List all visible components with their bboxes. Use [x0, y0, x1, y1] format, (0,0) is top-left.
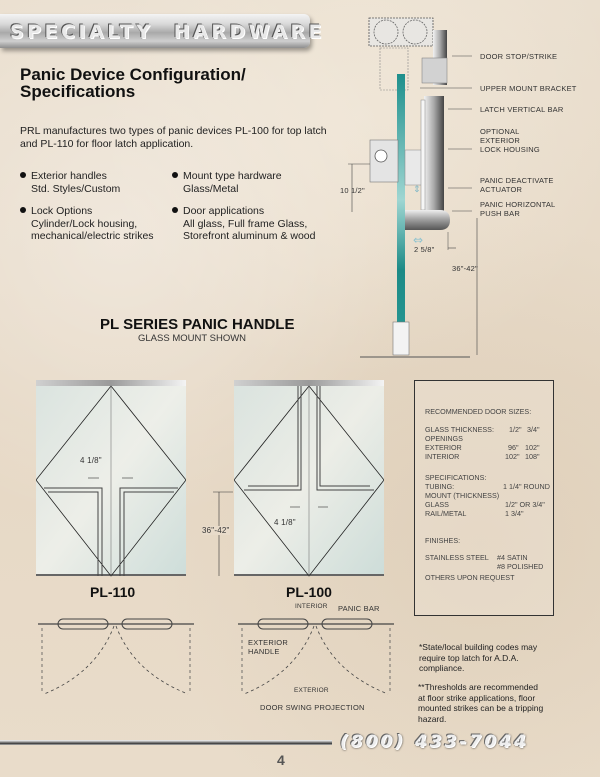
- feature-detail: Std. Styles/Custom: [31, 182, 121, 195]
- spec-label: MOUNT (THICKNESS): [425, 491, 500, 500]
- spec-label: INTERIOR: [425, 452, 460, 461]
- page-title-line1: Panic Device Configuration/: [20, 65, 246, 84]
- spec-label: OPENINGS: [425, 434, 463, 443]
- series-subtitle: GLASS MOUNT SHOWN: [138, 333, 247, 344]
- latch-vertical-bar: [424, 96, 444, 216]
- spec-value: 1/2" OR 3/4": [505, 500, 545, 509]
- dim-pl100-height: 36"-42": [202, 526, 230, 535]
- label-latch-bar: LATCH VERTICAL BAR: [480, 105, 564, 114]
- door-swing-arc: [244, 626, 314, 694]
- series-title: PL SERIES PANIC HANDLE: [100, 316, 295, 333]
- label-line: EXTERIOR: [480, 136, 520, 145]
- top-rail: [234, 380, 384, 386]
- label-line: LOCK HOUSING: [480, 145, 540, 154]
- label-line: PANIC HORIZONTAL: [480, 200, 556, 209]
- spec-label: GLASS: [425, 500, 449, 509]
- spec-value: 3/4": [527, 425, 540, 434]
- intro-line1: PRL manufactures two types of panic devices PL-100 for top latch: [20, 125, 327, 137]
- label-actuator: [480, 176, 554, 194]
- dim-pl110-gap: 4 1/8": [80, 456, 102, 465]
- projection-arrow-icon: ⇔: [413, 233, 424, 247]
- spec-value: 1 3/4": [505, 509, 524, 518]
- label-line: PANIC DEACTIVATE: [480, 176, 554, 185]
- svg-text:⇕: ⇕: [413, 185, 421, 195]
- phone-number: (800) 433-7044: [340, 732, 529, 752]
- note-ada: [419, 642, 599, 674]
- label-door-swing-projection: DOOR SWING PROJECTION: [260, 703, 365, 712]
- intro-line2: and PL-110 for floor latch application.: [20, 138, 194, 150]
- label-line: ACTUATOR: [480, 185, 523, 194]
- page-title: [20, 66, 340, 100]
- spec-value: 102": [505, 452, 520, 461]
- door-elevation-pl100: [234, 380, 384, 580]
- label-line: EXTERIOR: [248, 638, 288, 647]
- door-label-pl100: PL-100: [286, 584, 332, 600]
- spec-heading: RECOMMENDED DOOR SIZES:: [425, 407, 532, 416]
- feature-exterior-handles: [20, 170, 180, 195]
- spec-value: 1 1/4" ROUND: [503, 482, 550, 491]
- glass-panel: [397, 74, 405, 354]
- spec-value: #4 SATIN: [497, 553, 528, 562]
- feature-mount-type: [172, 170, 332, 195]
- bottom-shoe: [393, 322, 409, 355]
- label-lock-housing: [480, 127, 540, 154]
- feature-detail: Cylinder/Lock housing,: [31, 217, 138, 230]
- feature-title: Mount type hardware: [183, 170, 282, 182]
- spec-value: 1/2": [509, 425, 522, 434]
- intro-paragraph: [20, 125, 340, 151]
- spec-box: [414, 380, 554, 616]
- spec-heading: SPECIFICATIONS:: [425, 473, 487, 482]
- spec-label: GLASS THICKNESS:: [425, 425, 494, 434]
- section-banner-text: SPECIALTY HARDWARE: [10, 21, 326, 43]
- feature-door-applications: [172, 205, 342, 243]
- door-closer-box: [369, 18, 433, 46]
- note-thresholds: [418, 682, 598, 724]
- top-rail: [36, 380, 186, 386]
- label-line: OPTIONAL: [480, 127, 520, 136]
- dim-bar-height: 36"-42": [452, 264, 478, 273]
- label-push-bar: [480, 200, 555, 218]
- bullet-icon: [20, 207, 26, 213]
- label-door-stop: DOOR STOP/STRIKE: [480, 52, 558, 61]
- dim-projection: 2 5/8": [414, 245, 435, 254]
- lock-cylinder-icon: [375, 150, 387, 162]
- panic-horizontal-push-bar: [405, 210, 450, 230]
- label-panic-bar: PANIC BAR: [338, 604, 380, 613]
- door-swing-arc: [316, 626, 388, 694]
- spec-value: #8 POLISHED: [497, 562, 544, 571]
- feature-detail: All glass, Full frame Glass,: [183, 217, 308, 230]
- feature-title: Lock Options: [31, 205, 93, 217]
- feature-detail: mechanical/electric strikes: [31, 230, 154, 242]
- page-title-line2: Specifications: [20, 82, 136, 101]
- spec-label: RAIL/METAL: [425, 509, 467, 518]
- section-banner: [0, 14, 326, 48]
- feature-title: Exterior handles: [31, 170, 107, 182]
- door-elevation-pl110: [36, 380, 186, 580]
- note-line: at floor strike applications, floor: [418, 692, 536, 703]
- spec-label: TUBING:: [425, 482, 455, 491]
- feature-title: Door applications: [183, 205, 265, 217]
- label-line: PUSH BAR: [480, 209, 520, 218]
- pl100-height-dimension: [205, 490, 235, 580]
- note-line: require top latch for A.D.A.: [419, 652, 519, 663]
- bullet-icon: [20, 172, 26, 178]
- door-swing-arc: [116, 626, 188, 694]
- bullet-icon: [172, 207, 178, 213]
- note-line: *State/local building codes may: [419, 642, 538, 652]
- label-exterior: EXTERIOR: [294, 687, 329, 694]
- spec-heading: FINISHES:: [425, 536, 461, 545]
- label-line: HANDLE: [248, 647, 280, 656]
- side-section-diagram: [330, 0, 600, 365]
- feature-lock-options: [20, 205, 180, 243]
- spec-value: 102": [525, 443, 540, 452]
- note-line: hazard.: [418, 713, 447, 724]
- spec-value: 108": [525, 452, 540, 461]
- label-interior: INTERIOR: [295, 603, 328, 610]
- note-line: compliance.: [419, 663, 465, 673]
- footer-rule: [0, 740, 332, 745]
- dim-handle-height: 10 1/2": [340, 186, 365, 195]
- page-number: 4: [277, 752, 285, 768]
- door-label-pl110: PL-110: [90, 584, 136, 600]
- note-line: **Thresholds are recommended: [418, 682, 539, 692]
- bullet-icon: [172, 172, 178, 178]
- dim-pl100-gap: 4 1/8": [274, 518, 296, 527]
- spec-label: OTHERS UPON REQUEST: [425, 573, 515, 582]
- door-swing-arc: [44, 626, 114, 694]
- spec-label: EXTERIOR: [425, 443, 462, 452]
- feature-detail: Storefront aluminum & wood: [183, 230, 316, 242]
- spec-label: STAINLESS STEEL: [425, 553, 489, 562]
- note-line: mounted strikes can be a tripping: [418, 703, 544, 713]
- floor-plan-pl110: [36, 618, 196, 698]
- upper-mount-bracket: [422, 58, 447, 83]
- spec-value: 96": [508, 443, 519, 452]
- label-upper-mount: UPPER MOUNT BRACKET: [480, 84, 577, 93]
- feature-detail: Glass/Metal: [183, 182, 239, 195]
- label-exterior-handle: [248, 638, 288, 656]
